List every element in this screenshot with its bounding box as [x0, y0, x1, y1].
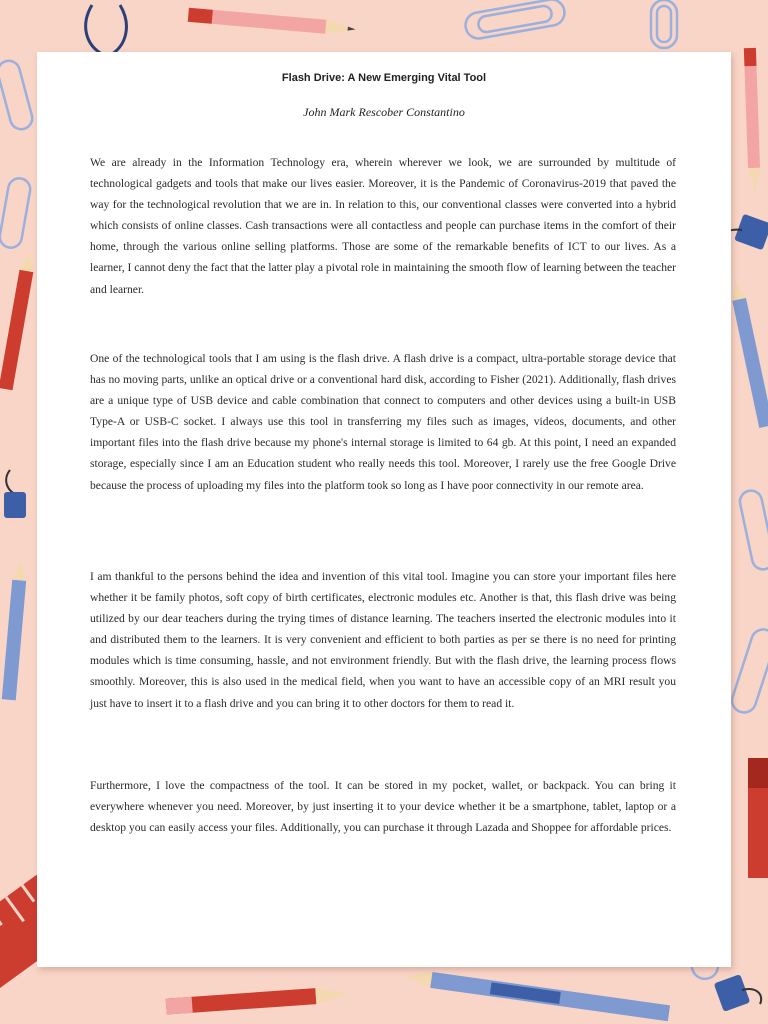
- document-author: John Mark Rescober Constantino: [303, 105, 465, 119]
- pencil-icon: [729, 280, 768, 428]
- paperclip-icon: [0, 177, 32, 250]
- pencil-icon: [748, 758, 768, 878]
- document-page: [37, 52, 731, 967]
- paperclip-icon: [0, 58, 35, 131]
- pencil-icon: [0, 250, 37, 390]
- paperclip-icon: [729, 626, 768, 715]
- paragraph: One of the technological tools that I am using is the flash drive. A flash drive is a compact, ultra-portable storage device that has no moving parts, unlike an optical drive or a conventional hard disk, according to Fisher (2021). Additionally, flash drives are a unique type of USB device and cable combination that connect to computers and other devices using a built-in USB Type-A or USB-C socket. I always use this tool in transferring my files such as images, videos, documents, and other important files into the flash drive because my phone's internal storage is limited to 64 gb. At this point, I need an expanded storage, especially since I am an Education student who really needs this tool. Moreover, I rarely use the free Google Drive because the process of uploading my files into the platform took so long as I have poor connectivity in our remote area.: [90, 352, 676, 492]
- pencil-icon: [166, 986, 349, 1015]
- paragraph: We are already in the Information Technology era, wherein wherever we look, we are surrounded by multitude of technological gadgets and tools that make our lives easier. Moreover, it is the Pandemic of Coronavirus-2019 that paved the way for the technological revolution that we are in. In relation to this, our conventional classes were converted into a hybrid which consists of online classes. Cash transactions were all contactless and people can purchase items in the comfort of their home, through the various online selling platforms. Those are some of the remarkable benefits of ICT to our lives. As a learner, I cannot deny the fact that the latter play a pivotal role in maintaining the smooth flow of learning between the teacher and learner.: [90, 156, 676, 296]
- document-title: Flash Drive: A New Emerging Vital Tool: [281, 72, 487, 84]
- pencil-icon: [188, 8, 357, 37]
- binder-clip-icon: [4, 470, 26, 518]
- paperclip-icon: [651, 0, 677, 48]
- paperclip-icon: [738, 489, 768, 572]
- paragraph: Furthermore, I love the compactness of the tool. It can be stored in my pocket, wallet, or backpack. You can bring it everywhere whenever you need. Moreover, by just inserting it to your device whether it be a smartphone, tablet, laptop or a desktop you can easily access your files. Additionally, you can purchase it through Lazada and Shoppee for affordable prices.: [90, 779, 676, 835]
- pencil-icon: [2, 562, 28, 701]
- paperclip-icon: [464, 0, 567, 40]
- binder-clip-icon: [714, 974, 761, 1012]
- pencil-icon: [404, 968, 670, 1021]
- paragraph: I am thankful to the persons behind the idea and invention of this vital tool. Imagine you can store your important files here whether it be family photos, soft copy of birth certificates, electronic modules etc. Another is that, this flash drive was being utilized by our dear teachers during the trying times of distance learning. The teachers inserted the electronic modules into it and distributed them to the learners. It is very convenient and efficient to both parties as per se there is no need for printing modules which is time consuming, hassle, and not environment friendly. But with the flash drive, the learning process flows smoothly. Moreover, this is also used in the medical field, when you want to have an accessible copy of an MRI result you just have to insert it to a flash drive and you can bring it to other doctors for them to read it.: [90, 570, 676, 710]
- pencil-icon: [744, 48, 761, 192]
